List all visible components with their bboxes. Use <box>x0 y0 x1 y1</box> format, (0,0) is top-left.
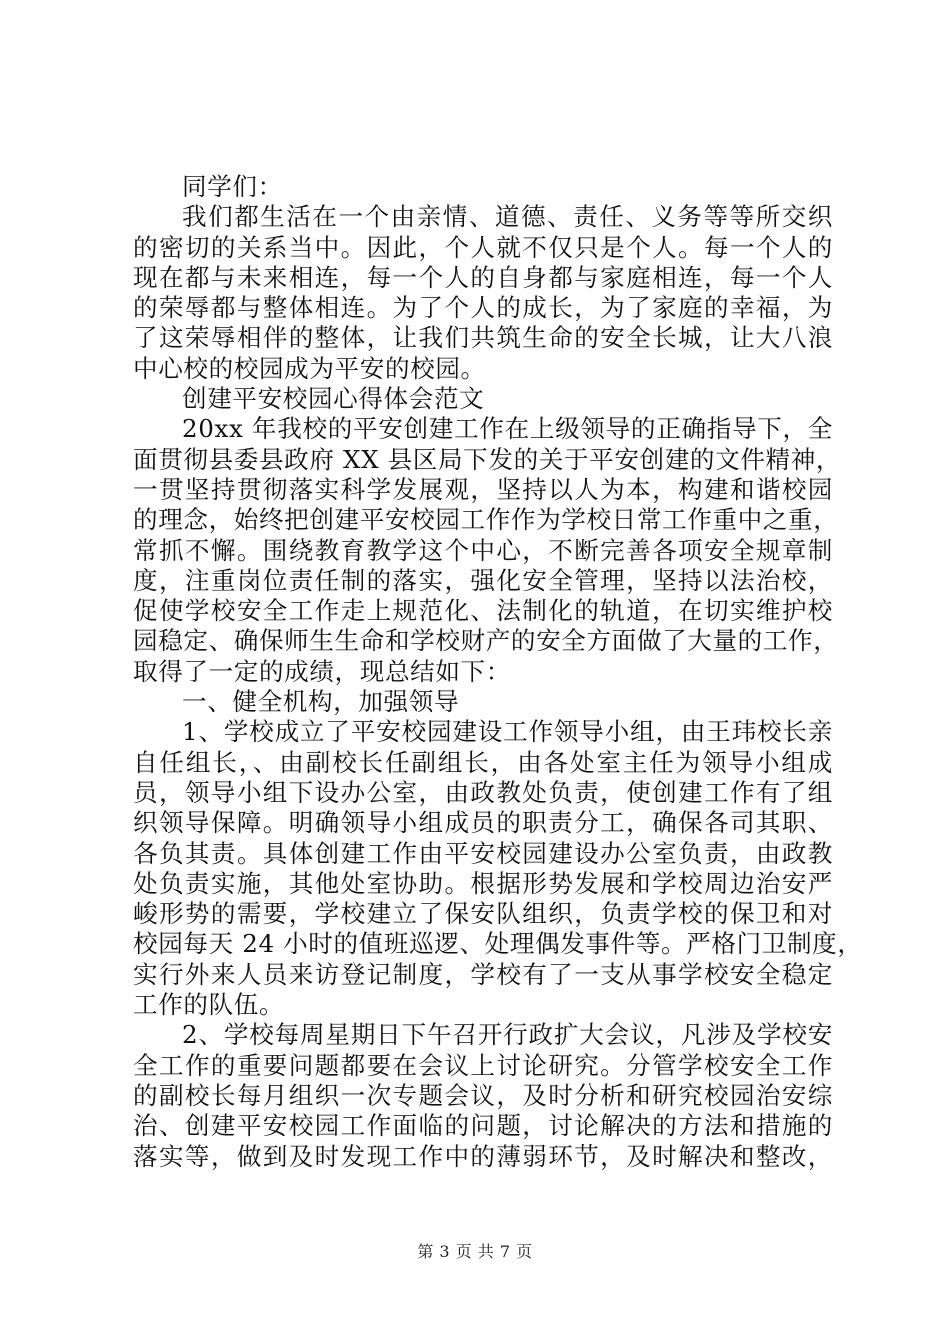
text-line: 度，注重岗位责任制的落实，强化安全管理，坚持以法治校， <box>133 565 833 595</box>
text-line: 的副校长每月组织一次专题会议，及时分析和研究校园治安综 <box>133 1080 833 1110</box>
text-line: 织领导保障。明确领导小组成员的职责分工，确保各司其职、 <box>133 808 833 838</box>
text-line: 的密切的关系当中。因此，个人就不仅只是个人。每一个人的 <box>133 232 833 262</box>
document-body <box>133 172 863 1172</box>
text-line: 峻形势的需要，学校建立了保安队组织，负责学校的保卫和对 <box>133 899 833 929</box>
text-line: 面贯彻县委县政府 XX 县区局下发的关于平安创建的文件精神， <box>133 444 842 474</box>
text-line: 2、学校每周星期日下午召开行政扩大会议，凡涉及学校安 <box>182 1020 833 1050</box>
text-line: 创建平安校园心得体会范文 <box>182 384 485 414</box>
text-line: 常抓不懈。围绕教育教学这个中心，不断完善各项安全规章制 <box>133 535 833 565</box>
text-line: 实行外来人员来访登记制度，学校有了一支从事学校安全稳定 <box>133 959 833 989</box>
page-footer: 第 3 页 共 7 页 <box>417 1242 533 1261</box>
text-line: 取得了一定的成绩，现总结如下： <box>133 656 511 686</box>
text-line: 一、健全机构，加强领导 <box>182 687 460 717</box>
text-line: 了这荣辱相伴的整体，让我们共筑生命的安全长城，让大八浪 <box>133 323 833 353</box>
text-line: 员，领导小组下设办公室，由政教处负责，使创建工作有了组 <box>133 777 833 807</box>
text-line: 各负其责。具体创建工作由平安校园建设办公室负责，由政教 <box>133 838 833 868</box>
text-line: 的荣辱都与整体相连。为了个人的成长，为了家庭的幸福，为 <box>133 293 833 323</box>
text-line: 治、创建平安校园工作面临的问题，讨论解决的方法和措施的 <box>133 1111 833 1141</box>
text-line: 工作的队伍。 <box>133 990 285 1020</box>
text-line: 自任组长，、由副校长任副组长，由各处室主任为领导小组成 <box>133 747 833 777</box>
text-line: 20xx 年我校的平安创建工作在上级领导的正确指导下，全 <box>182 414 833 444</box>
text-line: 的理念，始终把创建平安校园工作作为学校日常工作重中之重， <box>133 505 839 535</box>
text-line: 同学们： <box>182 172 283 201</box>
text-line: 现在都与未来相连，每一个人的自身都与家庭相连，每一个人 <box>133 262 833 292</box>
text-line: 我们都生活在一个由亲情、道德、责任、义务等等所交织 <box>182 202 833 232</box>
text-line: 促使学校安全工作走上规范化、法制化的轨道，在切实维护校 <box>133 596 833 626</box>
text-line: 1、学校成立了平安校园建设工作领导小组，由王玮校长亲 <box>182 717 833 747</box>
text-line: 中心校的校园成为平安的校园。 <box>133 353 486 383</box>
text-line: 一贯坚持贯彻落实科学发展观，坚持以人为本，构建和谐校园 <box>133 474 833 504</box>
text-line: 校园每天 24 小时的值班巡逻、处理偶发事件等。严格门卫制度， <box>133 929 863 959</box>
text-line: 园稳定、确保师生生命和学校财产的安全方面做了大量的工作， <box>133 626 839 656</box>
text-line: 落实等，做到及时发现工作中的薄弱环节，及时解决和整改， <box>133 1141 833 1171</box>
text-line: 全工作的重要问题都要在会议上讨论研究。分管学校安全工作 <box>133 1050 833 1080</box>
text-line: 处负责实施，其他处室协助。根据形势发展和学校周边治安严 <box>133 868 833 898</box>
